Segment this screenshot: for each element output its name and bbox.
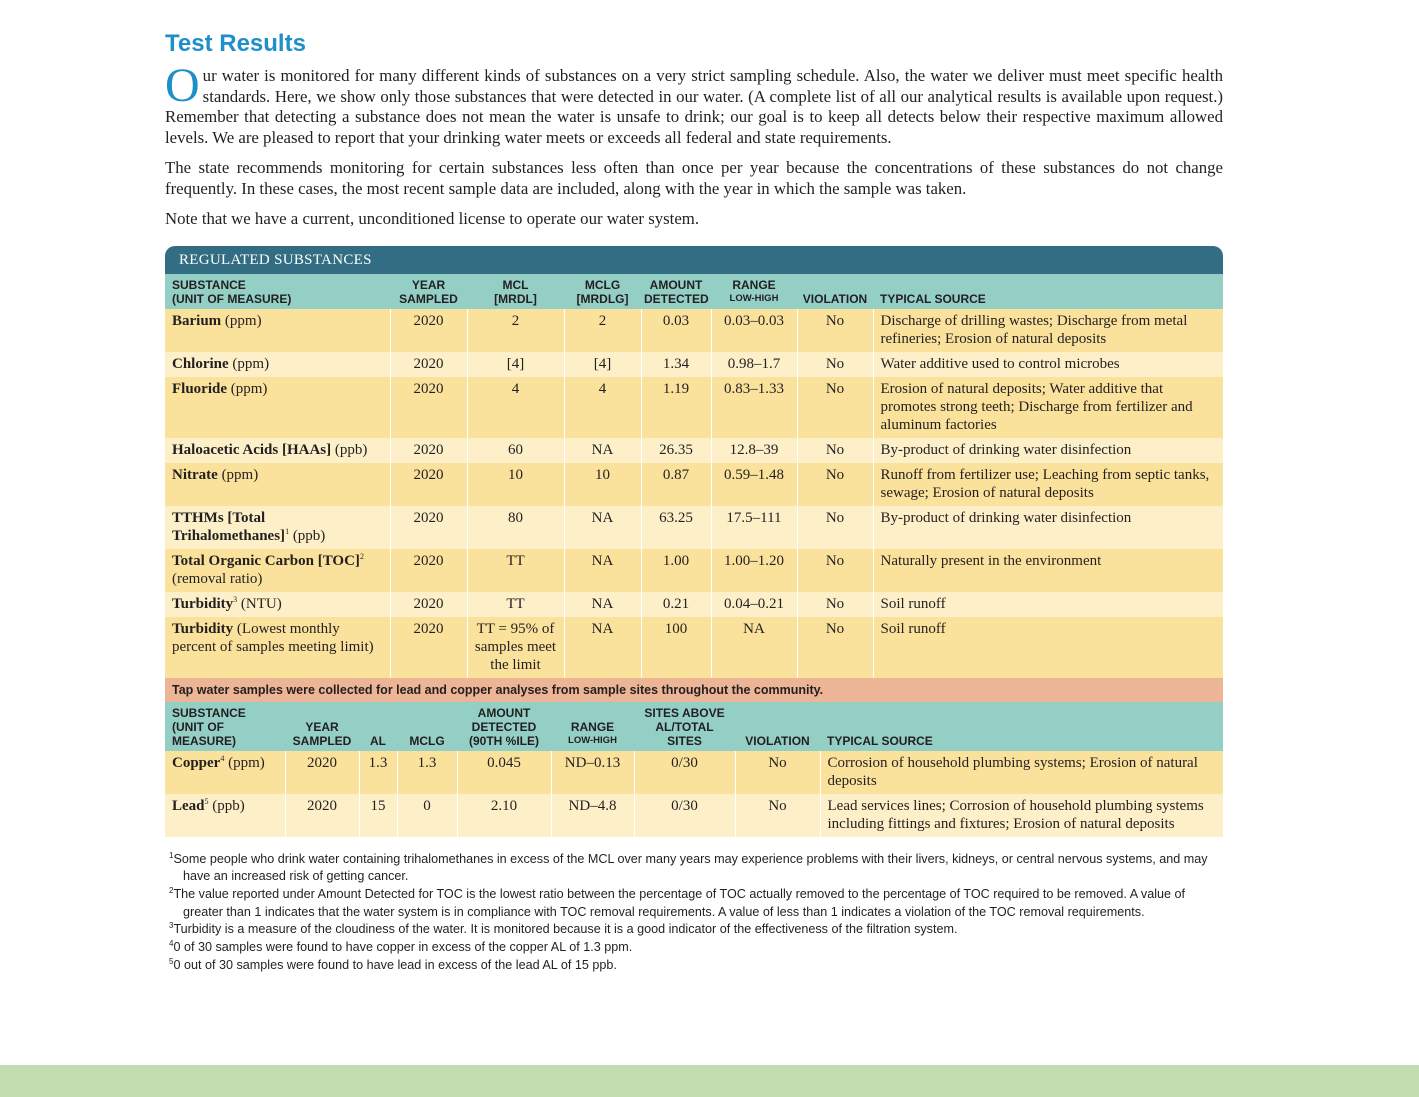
- footnote-ref: 2: [359, 551, 364, 561]
- table-row: [165, 506, 1223, 549]
- violation-cell: No: [797, 438, 873, 463]
- violation-cell: No: [735, 794, 820, 837]
- col-typical-source: TYPICAL SOURCE: [873, 274, 1223, 309]
- violation-cell: No: [797, 617, 873, 678]
- bottom-band: [0, 1065, 1419, 1097]
- sites-cell: 0/30: [634, 751, 735, 794]
- regulated-substances-header: REGULATED SUBSTANCES: [165, 246, 1223, 274]
- mclg-cell: NA: [564, 549, 641, 592]
- substance-cell: [165, 549, 390, 592]
- intro-paragraph-1: [165, 59, 1223, 148]
- substance-name: Lead: [172, 797, 205, 814]
- violation-cell: No: [797, 377, 873, 438]
- source-cell: Erosion of natural deposits; Water additive that promotes strong teeth; Discharge from fertilizer and aluminum factories: [873, 377, 1223, 438]
- substance-name: TTHMs [Total Trihalomethanes]: [172, 509, 286, 544]
- lc-col-violation: VIOLATION: [735, 702, 820, 751]
- substance-unit: (ppm): [227, 380, 268, 397]
- page-title: Test Results: [165, 30, 306, 57]
- substance-name: Copper: [172, 754, 221, 771]
- year-cell: 2020: [390, 463, 467, 506]
- range-cell: 17.5–111: [711, 506, 797, 549]
- substance-cell: [165, 794, 285, 837]
- regulated-substances-table: [165, 274, 1223, 678]
- year-cell: 2020: [390, 549, 467, 592]
- mcl-cell: 10: [467, 463, 564, 506]
- footnote: [165, 939, 1223, 957]
- range-cell: 0.59–1.48: [711, 463, 797, 506]
- range-cell: 0.03–0.03: [711, 309, 797, 352]
- lead-copper-table: [165, 702, 1223, 837]
- substance-cell: [165, 506, 390, 549]
- mcl-cell: TT: [467, 549, 564, 592]
- substance-cell: [165, 751, 285, 794]
- footnote-ref: 3: [233, 594, 238, 604]
- table-row: [165, 309, 1223, 352]
- substance-cell: [165, 463, 390, 506]
- year-cell: 2020: [390, 352, 467, 377]
- table-row: [165, 438, 1223, 463]
- lc-col-mclg: MCLG: [397, 702, 457, 751]
- table-row: [165, 592, 1223, 617]
- substance-cell: [165, 309, 390, 352]
- range-cell: 0.98–1.7: [711, 352, 797, 377]
- dropcap: O: [165, 59, 200, 112]
- substance-name: Nitrate: [172, 466, 218, 483]
- amount-cell: 0.045: [457, 751, 551, 794]
- lc-col-substance: SUBSTANCE (UNIT OF MEASURE): [165, 702, 285, 751]
- year-cell: 2020: [285, 751, 359, 794]
- col-substance: SUBSTANCE (UNIT OF MEASURE): [165, 274, 390, 309]
- footnote-mark: 1: [169, 850, 174, 860]
- intro-paragraph-2: The state recommends monitoring for certain substances less often than once per year because the concentrations of these substances do not change frequently. In these cases, the most recent sample data are included, along with the year in which the sample was taken.: [165, 158, 1223, 198]
- col-range-label: RANGE: [732, 277, 776, 292]
- regulated-rows: [165, 309, 1223, 678]
- lc-col-sites: SITES ABOVE AL/TOTAL SITES: [634, 702, 735, 751]
- mclg-cell: NA: [564, 438, 641, 463]
- substance-unit: (ppm): [228, 355, 270, 372]
- year-cell: 2020: [390, 438, 467, 463]
- substance-name: Haloacetic Acids [HAAs]: [172, 441, 332, 458]
- al-cell: 1.3: [359, 751, 397, 794]
- substance-unit: (NTU): [237, 595, 282, 612]
- substance-unit: (ppm): [217, 466, 259, 483]
- year-cell: 2020: [390, 377, 467, 438]
- footnote-ref: 1: [285, 526, 290, 536]
- substance-name: Turbidity: [172, 620, 234, 637]
- violation-cell: No: [735, 751, 820, 794]
- source-cell: Water additive used to control microbes: [873, 352, 1223, 377]
- source-cell: By-product of drinking water disinfection: [873, 506, 1223, 549]
- source-cell: Soil runoff: [873, 617, 1223, 678]
- mcl-cell: 80: [467, 506, 564, 549]
- substance-unit: (Lowest monthly percent of samples meeting limit): [172, 620, 374, 655]
- amount-cell: 1.19: [641, 377, 711, 438]
- substance-unit: (ppm): [224, 754, 265, 771]
- col-range: [711, 274, 797, 309]
- footnote: [165, 886, 1223, 921]
- col-amount-detected: AMOUNT DETECTED: [641, 274, 711, 309]
- footnote-mark: 4: [169, 938, 174, 948]
- source-cell: Soil runoff: [873, 592, 1223, 617]
- footnote: [165, 851, 1223, 886]
- substance-name: Total Organic Carbon [TOC]: [172, 552, 360, 569]
- lc-col-range-label: RANGE: [570, 719, 615, 734]
- intro-text: [165, 59, 1223, 230]
- amount-cell: 1.00: [641, 549, 711, 592]
- range-cell: 0.83–1.33: [711, 377, 797, 438]
- substance-unit: (ppb): [289, 527, 326, 544]
- footnote-mark: 5: [169, 956, 174, 966]
- year-cell: 2020: [390, 617, 467, 678]
- range-cell: NA: [711, 617, 797, 678]
- amount-cell: 2.10: [457, 794, 551, 837]
- range-cell: 0.04–0.21: [711, 592, 797, 617]
- col-violation: VIOLATION: [797, 274, 873, 309]
- substance-name: Barium: [172, 312, 222, 329]
- footnote-ref: 5: [204, 796, 209, 806]
- source-cell: Lead services lines; Corrosion of household plumbing systems including fittings and fixtures; Erosion of natural deposits: [820, 794, 1223, 837]
- footnote-ref: 4: [220, 753, 225, 763]
- year-cell: 2020: [390, 309, 467, 352]
- substance-unit: (ppb): [331, 441, 368, 458]
- mcl-cell: 60: [467, 438, 564, 463]
- lc-col-amount-detected: AMOUNT DETECTED (90TH %ILE): [457, 702, 551, 751]
- amount-cell: 0.03: [641, 309, 711, 352]
- lc-col-range: [551, 702, 634, 751]
- intro-paragraph-1-text: ur water is monitored for many different kinds of substances on a very strict sampling schedule. Also, the water we deliver must meet specific health standards. Here, we show only those substances that were detected in our water. (A complete list of all our analytical results is available upon request.) Remember that detecting a substance does not mean the water is unsafe to drink; our goal is to keep all detects below their respective maximum allowed levels. We are pleased to report that your drinking water meets or exceeds all federal and state requirements.: [165, 66, 1223, 147]
- substance-cell: [165, 592, 390, 617]
- lc-col-typical-source: TYPICAL SOURCE: [820, 702, 1223, 751]
- amount-cell: 0.21: [641, 592, 711, 617]
- col-year-sampled: YEAR SAMPLED: [390, 274, 467, 309]
- al-cell: 15: [359, 794, 397, 837]
- substance-cell: [165, 438, 390, 463]
- substance-name: Turbidity: [172, 595, 234, 612]
- table-row: [165, 751, 1223, 794]
- substance-name: Chlorine: [172, 355, 229, 372]
- range-cell: 12.8–39: [711, 438, 797, 463]
- lc-col-al: AL: [359, 702, 397, 751]
- source-cell: Discharge of drilling wastes; Discharge from metal refineries; Erosion of natural deposits: [873, 309, 1223, 352]
- violation-cell: No: [797, 592, 873, 617]
- mclg-cell: 10: [564, 463, 641, 506]
- mclg-cell: [4]: [564, 352, 641, 377]
- col-mclg: MCLG [MRDLG]: [564, 274, 641, 309]
- violation-cell: No: [797, 463, 873, 506]
- substance-unit: (ppb): [208, 797, 245, 814]
- footnote-text: Some people who drink water containing trihalomethanes in excess of the MCL over many years may experience problems with their livers, kidneys, or central nervous systems, and may have an increased risk of getting cancer.: [173, 851, 1208, 884]
- table-row: [165, 617, 1223, 678]
- substance-cell: [165, 617, 390, 678]
- footnote-mark: 3: [169, 921, 174, 931]
- year-cell: 2020: [390, 592, 467, 617]
- amount-cell: 63.25: [641, 506, 711, 549]
- page: [165, 30, 1223, 974]
- mclg-cell: NA: [564, 592, 641, 617]
- mcl-cell: TT = 95% of samples meet the limit: [467, 617, 564, 678]
- lc-col-year-sampled: YEAR SAMPLED: [285, 702, 359, 751]
- amount-cell: 100: [641, 617, 711, 678]
- substance-unit: (ppm): [221, 312, 262, 329]
- mclg-cell: 1.3: [397, 751, 457, 794]
- lead-copper-note: Tap water samples were collected for lead and copper analyses from sample sites throughout the community.: [165, 678, 1223, 702]
- table-row: [165, 549, 1223, 592]
- mclg-cell: 4: [564, 377, 641, 438]
- col-range-sub: LOW-HIGH: [729, 292, 779, 304]
- intro-paragraph-3: Note that we have a current, unconditioned license to operate our water system.: [165, 209, 700, 228]
- mcl-cell: 2: [467, 309, 564, 352]
- year-cell: 2020: [390, 506, 467, 549]
- source-cell: By-product of drinking water disinfection: [873, 438, 1223, 463]
- violation-cell: No: [797, 352, 873, 377]
- table-row: [165, 377, 1223, 438]
- sites-cell: 0/30: [634, 794, 735, 837]
- table-row: [165, 463, 1223, 506]
- mcl-cell: 4: [467, 377, 564, 438]
- mclg-cell: 2: [564, 309, 641, 352]
- table-row: [165, 352, 1223, 377]
- mclg-cell: NA: [564, 617, 641, 678]
- footnote-text: 0 out of 30 samples were found to have lead in excess of the lead AL of 15 ppb.: [173, 957, 617, 972]
- mclg-cell: 0: [397, 794, 457, 837]
- substance-cell: [165, 352, 390, 377]
- mcl-cell: [4]: [467, 352, 564, 377]
- source-cell: Runoff from fertilizer use; Leaching from septic tanks, sewage; Erosion of natural deposits: [873, 463, 1223, 506]
- source-cell: Naturally present in the environment: [873, 549, 1223, 592]
- amount-cell: 0.87: [641, 463, 711, 506]
- range-cell: ND–0.13: [551, 751, 634, 794]
- violation-cell: No: [797, 506, 873, 549]
- mcl-cell: TT: [467, 592, 564, 617]
- mclg-cell: NA: [564, 506, 641, 549]
- footnote-text: The value reported under Amount Detected for TOC is the lowest ratio between the percentage of TOC actually removed to the percentage of TOC required to be removed. A value of greater than 1 indicates that the water system is in compliance with TOC removal requirements. A value of less than 1 indicates a violation of the TOC removal requirements.: [173, 886, 1186, 919]
- footnote-text: 0 of 30 samples were found to have copper in excess of the copper AL of 1.3 ppm.: [173, 940, 633, 955]
- amount-cell: 26.35: [641, 438, 711, 463]
- footnote: [165, 957, 1223, 975]
- year-cell: 2020: [285, 794, 359, 837]
- violation-cell: No: [797, 549, 873, 592]
- substance-cell: [165, 377, 390, 438]
- footnote-text: Turbidity is a measure of the cloudiness of the water. It is monitored because it is a good indicator of the effectiveness of the filtration system.: [173, 922, 958, 937]
- source-cell: Corrosion of household plumbing systems; Erosion of natural deposits: [820, 751, 1223, 794]
- violation-cell: No: [797, 309, 873, 352]
- lead-copper-rows: [165, 751, 1223, 837]
- table-row: [165, 794, 1223, 837]
- range-cell: ND–4.8: [551, 794, 634, 837]
- footnote-mark: 2: [169, 885, 174, 895]
- amount-cell: 1.34: [641, 352, 711, 377]
- substance-unit: (removal ratio): [172, 570, 263, 587]
- col-mcl: MCL [MRDL]: [467, 274, 564, 309]
- footnotes: [165, 851, 1223, 975]
- substance-name: Fluoride: [172, 380, 227, 397]
- range-cell: 1.00–1.20: [711, 549, 797, 592]
- footnote: [165, 921, 1223, 939]
- lc-col-range-sub: LOW-HIGH: [568, 734, 617, 746]
